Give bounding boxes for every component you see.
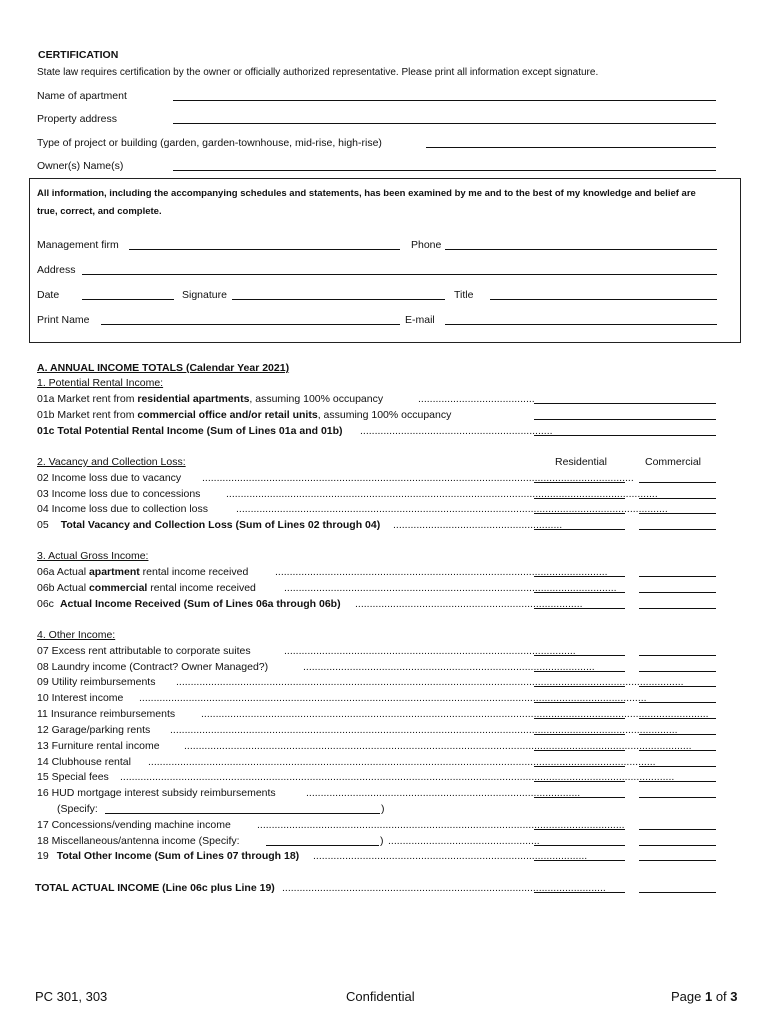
line-02-commercial-field[interactable] <box>639 482 716 483</box>
line-06b-commercial-field[interactable] <box>639 592 716 593</box>
dot-leader: .............................................................................................................................................................................. <box>170 724 678 736</box>
line-05-residential-field[interactable] <box>534 529 625 530</box>
line-13-residential-field[interactable] <box>534 750 625 751</box>
dot-leader: .................................................... <box>388 835 540 847</box>
confidential-label: Confidential <box>346 989 415 1004</box>
dot-leader: .................................................................................................................................................... <box>202 472 634 484</box>
dot-leader: .............................................................................................................................................................................. <box>201 708 709 720</box>
potential-rental-income-title: 1. Potential Rental Income: <box>37 377 164 389</box>
vacancy-collection-loss-title: 2. Vacancy and Collection Loss: <box>37 456 186 468</box>
other-income-title: 4. Other Income: <box>37 629 116 641</box>
dot-leader: .............................................................................................................................................................................. <box>176 676 684 688</box>
line-04-label: 04 Income loss due to collection loss <box>37 503 209 515</box>
line-11-label: 11 Insurance reimbursements <box>37 708 176 720</box>
building-type-label: Type of project or building (garden, garden-townhouse, mid-rise, high-rise) <box>37 137 382 149</box>
dot-leader: .................................................................................................................................................... <box>226 488 658 500</box>
line-01c-field[interactable] <box>534 435 716 436</box>
line-11-residential-field[interactable] <box>534 718 625 719</box>
line-05-commercial-field[interactable] <box>639 529 716 530</box>
dot-leader: .................................................................................................................................................... <box>236 503 668 515</box>
line-19-residential-field[interactable] <box>534 860 625 861</box>
line-13-label: 13 Furniture rental income <box>37 740 160 752</box>
line-18-commercial-field[interactable] <box>639 845 716 846</box>
total-commercial-field[interactable] <box>639 892 716 893</box>
title-label: Title <box>454 289 474 301</box>
line-18-specify-field[interactable] <box>266 845 379 846</box>
dot-leader: .................................................................................................... <box>303 661 595 673</box>
line-16-specify-field[interactable] <box>105 813 380 814</box>
line-14-commercial-field[interactable] <box>639 766 716 767</box>
line-17-label: 17 Concessions/vending machine income <box>37 819 231 831</box>
dot-leader: .............................................................................................................................. <box>257 819 625 831</box>
line-19-commercial-field[interactable] <box>639 860 716 861</box>
line-14-residential-field[interactable] <box>534 766 625 767</box>
line-06c-residential-field[interactable] <box>534 608 625 609</box>
line-07-label: 07 Excess rent attributable to corporate suites <box>37 645 251 657</box>
print-name-label: Print Name <box>37 314 90 326</box>
line-06c-label: 06c Actual Income Received (Sum of Lines 06a through 06b) <box>37 598 341 610</box>
line-15-residential-field[interactable] <box>534 781 625 782</box>
dot-leader: .................................................................. <box>360 425 553 437</box>
owner-names-label: Owner(s) Name(s) <box>37 160 124 172</box>
line-16-specify-close: ) <box>381 803 385 815</box>
dot-leader: .............................................................................................................................................................................. <box>148 756 656 768</box>
line-16-specify-label: (Specify: <box>57 803 98 815</box>
attestation-statement-line1: All information, including the accompanying schedules and statements, has been examined by me and to the best of my knowledge and belief are <box>37 188 696 199</box>
phone-label: Phone <box>411 239 442 251</box>
line-16-label: 16 HUD mortgage interest subsidy reimbursements <box>37 787 276 799</box>
line-07-commercial-field[interactable] <box>639 655 716 656</box>
line-06c-commercial-field[interactable] <box>639 608 716 609</box>
line-01a-label: 01a Market rent from residential apartments, assuming 100% occupancy <box>37 393 384 405</box>
dot-leader: .................................................................................................................. <box>275 566 608 578</box>
line-17-residential-field[interactable] <box>534 829 625 830</box>
line-19-label: 19 Total Other Income (Sum of Lines 07 through 18) <box>37 850 300 862</box>
line-01b-label: 01b Market rent from commercial office and/or retail units, assuming 100% occupancy <box>37 409 452 421</box>
property-address-label: Property address <box>37 113 117 125</box>
line-08-commercial-field[interactable] <box>639 671 716 672</box>
attestation-statement-line2: true, correct, and complete. <box>37 206 162 217</box>
management-firm-label: Management firm <box>37 239 119 251</box>
line-16-residential-field[interactable] <box>534 797 625 798</box>
line-12-residential-field[interactable] <box>534 734 625 735</box>
print-name-field[interactable] <box>101 324 400 325</box>
line-09-residential-field[interactable] <box>534 686 625 687</box>
address-label: Address <box>37 264 76 276</box>
date-label: Date <box>37 289 60 301</box>
line-10-label: 10 Interest income <box>37 692 124 704</box>
total-actual-income-label: TOTAL ACTUAL INCOME (Line 06c plus Line 19) <box>35 882 275 894</box>
line-15-label: 15 Special fees <box>37 771 109 783</box>
certification-title: CERTIFICATION <box>38 49 119 61</box>
dot-leader: .................................................................................................................. <box>284 582 617 594</box>
line-08-label: 08 Laundry income (Contract? Owner Managed?) <box>37 661 269 673</box>
line-14-label: 14 Clubhouse rental <box>37 756 131 768</box>
page-indicator: Page 1 of 3 <box>671 989 738 1004</box>
line-01c-label: 01c Total Potential Rental Income (Sum of Lines 01a and 01b) <box>37 425 343 437</box>
address-field[interactable] <box>82 274 717 275</box>
name-of-apartment-label: Name of apartment <box>37 90 127 102</box>
line-11-commercial-field[interactable] <box>639 718 716 719</box>
line-16-commercial-field[interactable] <box>639 797 716 798</box>
signature-field[interactable] <box>232 299 445 300</box>
line-15-commercial-field[interactable] <box>639 781 716 782</box>
line-12-label: 12 Garage/parking rents <box>37 724 151 736</box>
management-firm-field[interactable] <box>129 249 400 250</box>
date-field[interactable] <box>82 299 174 300</box>
line-03-commercial-field[interactable] <box>639 498 716 499</box>
line-08-residential-field[interactable] <box>534 671 625 672</box>
line-10-commercial-field[interactable] <box>639 702 716 703</box>
building-type-field[interactable] <box>426 147 716 148</box>
dot-leader: .............................................................................................................................................................................. <box>184 740 692 752</box>
line-03-residential-field[interactable] <box>534 498 625 499</box>
owner-names-field[interactable] <box>173 170 716 171</box>
line-04-residential-field[interactable] <box>534 513 625 514</box>
total-residential-field[interactable] <box>534 892 625 893</box>
line-01b-field[interactable] <box>534 419 716 420</box>
dot-leader: .............................................................................................. <box>306 787 581 799</box>
line-18-label: 18 Miscellaneous/antenna income (Specify: <box>37 835 240 847</box>
line-06b-residential-field[interactable] <box>534 592 625 593</box>
actual-gross-income-title: 3. Actual Gross Income: <box>37 550 149 562</box>
dot-leader: .............................................................................................................................................................................. <box>139 692 647 704</box>
line-06a-commercial-field[interactable] <box>639 576 716 577</box>
line-06a-label: 06a Actual apartment rental income received <box>37 566 249 578</box>
line-18-specify-close: ) <box>380 835 384 847</box>
title-field[interactable] <box>490 299 717 300</box>
line-02-label: 02 Income loss due to vacancy <box>37 472 182 484</box>
line-04-commercial-field[interactable] <box>639 513 716 514</box>
line-03-label: 03 Income loss due to concessions <box>37 488 201 500</box>
phone-field[interactable] <box>445 249 717 250</box>
section-a-heading: A. ANNUAL INCOME TOTALS (Calendar Year 2021) <box>37 362 290 374</box>
line-02-residential-field[interactable] <box>534 482 625 483</box>
line-06b-label: 06b Actual commercial rental income received <box>37 582 256 594</box>
line-09-label: 09 Utility reimbursements <box>37 676 156 688</box>
email-label: E-mail <box>405 314 435 326</box>
line-10-residential-field[interactable] <box>534 702 625 703</box>
dot-leader: ........................................ <box>418 393 535 405</box>
email-field[interactable] <box>445 324 717 325</box>
certification-intro: State law requires certification by the owner or officially authorized representative. Please print all information except signature. <box>37 67 599 78</box>
property-address-field[interactable] <box>173 123 716 124</box>
name-of-apartment-field[interactable] <box>173 100 716 101</box>
dot-leader: .............................................................................................. <box>313 850 588 862</box>
line-07-residential-field[interactable] <box>534 655 625 656</box>
residential-column-header: Residential <box>555 456 607 468</box>
dot-leader: .......................................................... <box>393 519 563 531</box>
line-17-commercial-field[interactable] <box>639 829 716 830</box>
dot-leader: ............................................................................................................... <box>282 882 606 894</box>
line-05-label: 05 Total Vacancy and Collection Loss (Sum of Lines 02 through 04) <box>37 519 381 531</box>
line-13-commercial-field[interactable] <box>639 750 716 751</box>
dot-leader: .................................................................................................... <box>284 645 576 657</box>
dot-leader: .............................................................................................................................................................................................. <box>120 771 675 783</box>
line-18-residential-field[interactable] <box>534 845 625 846</box>
form-number: PC 301, 303 <box>35 989 108 1004</box>
attestation-box <box>29 178 741 343</box>
line-12-commercial-field[interactable] <box>639 734 716 735</box>
dot-leader: .............................................................................. <box>355 598 583 610</box>
line-06a-residential-field[interactable] <box>534 576 625 577</box>
line-01a-field[interactable] <box>534 403 716 404</box>
signature-label: Signature <box>182 289 227 301</box>
line-09-commercial-field[interactable] <box>639 686 716 687</box>
commercial-column-header: Commercial <box>645 456 702 468</box>
